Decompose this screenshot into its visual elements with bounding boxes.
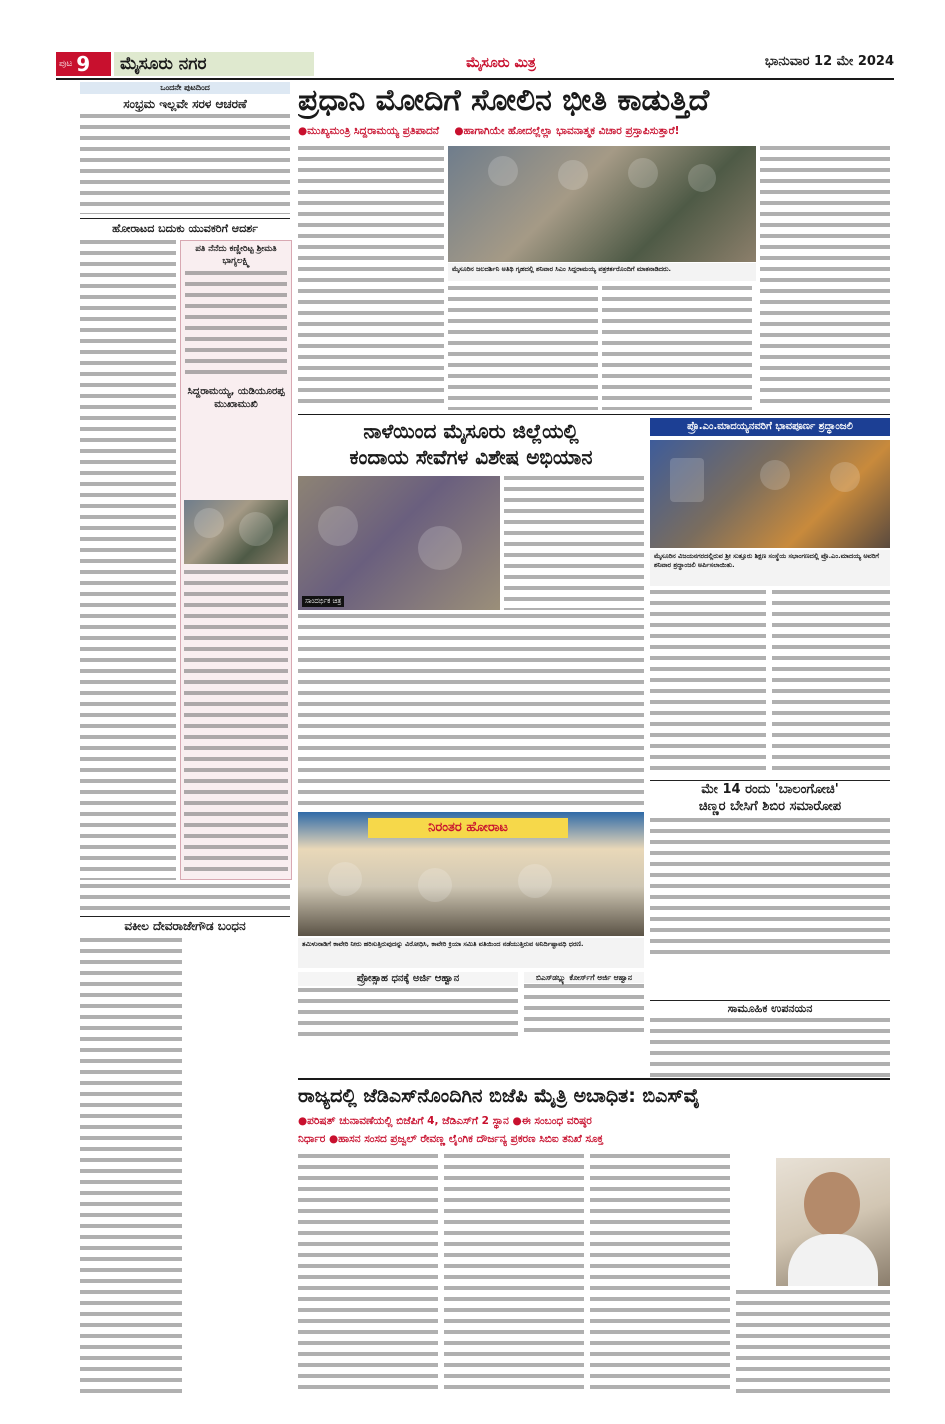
bottom-subhead: ನಿರ್ಧಾರ ●ಹಾಸನ ಸಂಸದ ಪ್ರಜ್ವಲ್ ರೇವಣ್ಣ ಲೈಂಗಿಕ ದೌರ್ಜನ್ಯ ಪ್ರಕರಣ ಸಿಬಿಐ ತನಿಖೆ ಸೂಕ್ತ <box>298 1133 604 1145</box>
story-body <box>80 114 290 214</box>
page-label: ಪುಟ <box>59 59 73 69</box>
lead-body <box>602 286 752 410</box>
bottom-subhead: ●ಪರಿಷತ್ ಚುನಾವಣೆಯಲ್ಲಿ ಬಿಜೆಪಿಗೆ 4, ಜೆಡಿಎಸ್‌ಗೆ 2 ಸ್ಥಾನ ●ಈ ಸಂಬಂಧ ವರಿಷ್ಠರ <box>298 1115 592 1127</box>
sidebar-body <box>184 570 288 875</box>
lead-body <box>760 146 890 410</box>
story-title: ಸಂಭ್ರಮ ಇಲ್ಲವೇ ಸರಳ ಆಚರಣೆ <box>123 97 247 111</box>
issue-date: ಭಾನುವಾರ 12 ಮೇ 2024 <box>764 54 894 69</box>
lead-subhead: ●ಹಾಗಾಗಿಯೇ ಹೋದಲ್ಲೆಲ್ಲಾ ಭಾವನಾತ್ಮಕ ವಿಚಾರ ಪ್ರಸ್ತಾಪಿಸುತ್ತಾರೆ! <box>454 125 680 137</box>
campaign-photo <box>298 476 500 610</box>
story-body <box>80 938 182 1394</box>
section-divider <box>298 414 890 415</box>
bottom-photo <box>776 1158 890 1286</box>
page-badge <box>56 52 111 76</box>
masthead <box>56 48 894 78</box>
continued-banner: ಒಂದನೇ ಪುಟದಿಂದ <box>80 82 290 94</box>
ad-title: ಪ್ರೋತ್ಸಾಹ ಧನಕ್ಕೆ ಅರ್ಜಿ ಆಹ್ವಾನ <box>298 972 518 986</box>
sidebar-photo <box>184 500 288 564</box>
campaign-body <box>504 476 644 610</box>
sidebar-title: ಪತಿ ನೆನೆದು ಕಣ್ಣೀರಿಟ್ಟ ಶ್ರೀಮತಿ ಭಾಗ್ಯಲಕ್ಷ್ಮಿ <box>195 244 277 266</box>
section-name: ಮೈಸೂರು ನಗರ <box>114 52 314 76</box>
protest-caption: ತಮಿಳುನಾಡಿಗೆ ಕಾವೇರಿ ನೀರು ಹರಿಸುತ್ತಿರುವುದನ್ನು ವಿರೋಧಿಸಿ, ಕಾವೇರಿ ಕ್ರಿಯಾ ಸಮಿತಿ ವತಿಯಿಂದ ನಡೆಯುತ್ತಿರುವ ಅನಿರ್ದಿಷ್ಟಾವಧಿ ಧರಣಿ. <box>298 938 644 968</box>
bottom-body <box>590 1154 730 1394</box>
tribute-body <box>772 590 890 776</box>
camp-title-line2: ಚಿಣ್ಣರ ಬೇಸಿಗೆ ಶಿಬಿರ ಸಮಾರೋಪ <box>698 799 842 814</box>
campaign-body <box>298 614 644 806</box>
tribute-photo <box>650 440 890 548</box>
camp-body <box>650 818 890 960</box>
story-body <box>80 240 176 880</box>
page-number: 9 <box>76 52 91 76</box>
upanayana-title: ಸಾಮೂಹಿಕ ಉಪನಯನ <box>650 1000 890 1017</box>
lead-subhead: ●ಮುಖ್ಯಮಂತ್ರಿ ಸಿದ್ದರಾಮಯ್ಯ ಪ್ರತಿಪಾದನೆ <box>298 125 440 137</box>
masthead-rule <box>56 78 894 80</box>
protest-photo <box>298 812 644 936</box>
lead-body <box>448 286 598 410</box>
sidebar-caption: ಸಿದ್ದರಾಮಯ್ಯ, ಯಡಿಯೂರಪ್ಪ ಮುಖಾಮುಖಿ <box>187 386 285 410</box>
section-divider <box>298 1078 890 1080</box>
tribute-title: ಪ್ರೊ.ಎಂ.ಮಾದಯ್ಯನವರಿಗೆ ಭಾವಪೂರ್ಣ ಶ್ರದ್ಧಾಂಜಲಿ <box>650 418 890 436</box>
tribute-caption: ಮೈಸೂರಿನ ವಿಜಯನಗರದಲ್ಲಿರುವ ಶ್ರೀ ಸುತ್ತೂರು ಶಿಕ್ಷಣ ಸಂಸ್ಥೆಯ ಸಭಾಂಗಣದಲ್ಲಿ ಪ್ರೊ.ಎಂ.ಮಾದಯ್ಯ ಅವರಿಗೆ ಶನಿವಾರ ಶ್ರದ್ಧಾಂಜಲಿ ಅರ್ಪಿಸಲಾಯಿತು. <box>650 550 890 586</box>
ad-body <box>298 988 518 1036</box>
bottom-body <box>298 1154 438 1394</box>
tribute-body <box>650 590 766 776</box>
campaign-headline-line2: ಕಂದಾಯ ಸೇವೆಗಳ ವಿಶೇಷ ಅಭಿಯಾನ <box>349 445 593 469</box>
ad-title: ಬಿಎಸ್‌ಡಬ್ಲ್ಯು ಕೋರ್ಸ್‌ಗೆ ಅರ್ಜಿ ಆಹ್ವಾನ <box>524 972 644 983</box>
bottom-headline: ರಾಜ್ಯದಲ್ಲಿ ಜೆಡಿಎಸ್‌ನೊಂದಿಗಿನ ಬಿಜೆಪಿ ಮೈತ್ರಿ ಅಬಾಧಿತ: ಬಿಎಸ್‌ವೈ <box>298 1085 700 1107</box>
story-title: ಹೋರಾಟದ ಬದುಕು ಯುವಕರಿಗೆ ಆದರ್ಶ <box>80 218 290 237</box>
bottom-body <box>736 1290 890 1394</box>
photo-credit: ಸಾಂದರ್ಭಿಕ ಚಿತ್ರ <box>302 596 344 607</box>
paper-logo: ಮೈಸೂರು ಮಿತ್ರ <box>466 55 536 71</box>
story-body <box>80 884 290 914</box>
bottom-body <box>444 1154 584 1394</box>
ad-body <box>524 984 644 1036</box>
upanayana-body <box>650 1018 890 1078</box>
lead-headline: ಪ್ರಧಾನಿ ಮೋದಿಗೆ ಸೋಲಿನ ಭೀತಿ ಕಾಡುತ್ತಿದೆ <box>298 83 710 118</box>
story-title: ವಕೀಲ ದೇವರಾಜೇಗೌಡ ಬಂಧನ <box>80 916 290 935</box>
lead-photo <box>448 146 756 262</box>
protest-banner: ನಿರಂತರ ಹೋರಾಟ <box>368 818 568 838</box>
lead-subheads <box>298 122 890 140</box>
lead-photo-caption: ಮೈಸೂರಿನ ಜಲದರ್ಶಿನಿ ಅತಿಥಿ ಗೃಹದಲ್ಲಿ ಶನಿವಾರ ಸಿಎಂ ಸಿದ್ದರಾಮಯ್ಯ ಪತ್ರಕರ್ತರೊಂದಿಗೆ ಮಾತನಾಡಿದರು. <box>448 263 756 281</box>
camp-title-line1: ಮೇ 14 ರಂದು 'ಬಾಲಂಗೋಚಿ' <box>650 780 890 799</box>
sidebar-body <box>185 271 287 381</box>
lead-body <box>298 146 444 410</box>
campaign-headline-line1: ನಾಳೆಯಿಂದ ಮೈಸೂರು ಜಿಲ್ಲೆಯಲ್ಲಿ <box>363 419 579 443</box>
